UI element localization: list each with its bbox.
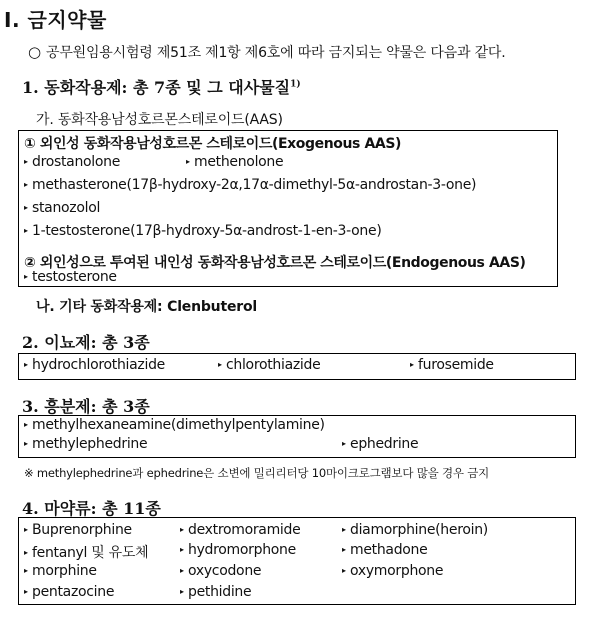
list-item: ▸ hydrochlorothiazide (24, 357, 165, 373)
bullet-triangle-icon: ▸ (24, 439, 28, 448)
list-item: ▸ methenolone (186, 154, 284, 170)
list-item: ▸ oxymorphone (342, 563, 444, 579)
bullet-triangle-icon: ▸ (24, 157, 28, 166)
list-item: ▸ furosemide (410, 357, 494, 373)
list-item: ▸ ephedrine (342, 436, 419, 452)
bullet-triangle-icon: ▸ (24, 566, 28, 575)
list-item: ▸ morphine (24, 563, 97, 579)
section-narcotics-title: 4. 마약류: 총 11종 (22, 499, 161, 518)
list-item: ▸ drostanolone (24, 154, 121, 170)
bullet-triangle-icon: ▸ (24, 272, 28, 281)
bullet-triangle-icon: ▸ (24, 420, 28, 429)
list-item: ▸ stanozolol (24, 200, 101, 216)
footnote-mark: 1) (290, 79, 301, 90)
bullet-triangle-icon: ▸ (24, 548, 28, 557)
bullet-triangle-icon: ▸ (342, 566, 346, 575)
stimulants-note: ※ methylephedrine과 ephedrine은 소변에 밀리리터당 10마이크로그램보다 많을 경우 금지 (24, 466, 490, 480)
section-anabolic-title (22, 75, 301, 98)
bullet-triangle-icon: ▸ (180, 545, 184, 554)
bullet-triangle-icon: ▸ (24, 203, 28, 212)
bullet-triangle-icon: ▸ (218, 360, 222, 369)
section-anabolic-title-text: 1. 동화작용제: 총 7종 및 그 대사물질 (22, 78, 291, 97)
bullet-triangle-icon: ▸ (180, 566, 184, 575)
page-heading: I. 금지약물 (4, 8, 107, 32)
bullet-triangle-icon: ▸ (24, 180, 28, 189)
exogenous-title: ① 외인성 동화작용남성호르몬 스테로이드(Exogenous AAS) (24, 136, 402, 152)
bullet-triangle-icon: ▸ (24, 525, 28, 534)
bullet-triangle-icon: ▸ (180, 525, 184, 534)
list-item: ▸ methylhexaneamine(dimethylpentylamine) (24, 417, 325, 433)
list-item: ▸ Buprenorphine (24, 522, 132, 538)
list-item: ▸ pethidine (180, 584, 252, 600)
list-item: ▸ 1-testosterone(17β-hydroxy-5α-androst-1-en-3-one) (24, 223, 382, 239)
bullet-triangle-icon: ▸ (24, 360, 28, 369)
endogenous-title: ② 외인성으로 투여된 내인성 동화작용남성호르몬 스테로이드(Endogenous AAS) (24, 255, 526, 271)
bullet-triangle-icon: ▸ (342, 525, 346, 534)
aas-subtitle: 가. 동화작용남성호르몬스테로이드(AAS) (36, 112, 283, 128)
list-item: ▸ methasterone(17β-hydroxy-2α,17α-dimethyl-5α-androstan-3-one) (24, 177, 477, 193)
list-item: ▸ methylephedrine (24, 436, 148, 452)
list-item: ▸ dextromoramide (180, 522, 301, 538)
bullet-triangle-icon: ▸ (342, 439, 346, 448)
bullet-triangle-icon: ▸ (24, 226, 28, 235)
circle-bullet-icon: ○ (28, 43, 42, 61)
bullet-triangle-icon: ▸ (186, 157, 190, 166)
bullet-triangle-icon: ▸ (180, 587, 184, 596)
list-item: ▸ testosterone (24, 269, 117, 285)
list-item: ▸ oxycodone (180, 563, 262, 579)
bullet-triangle-icon: ▸ (24, 587, 28, 596)
intro-text: 공무원임용시험령 제51조 제1항 제6호에 따라 금지되는 약물은 다음과 같다. (46, 45, 506, 61)
bullet-triangle-icon: ▸ (410, 360, 414, 369)
list-item: ▸ pentazocine (24, 584, 115, 600)
list-item: ▸ chlorothiazide (218, 357, 321, 373)
section-diuretics-title: 2. 이뇨제: 총 3종 (22, 333, 150, 352)
list-item: ▸ hydromorphone (180, 542, 296, 558)
list-item: ▸ methadone (342, 542, 428, 558)
section-stimulants-title: 3. 흥분제: 총 3종 (22, 397, 150, 416)
other-anabolic-title: 나. 기타 동화작용제: Clenbuterol (36, 299, 257, 315)
list-item: ▸ diamorphine(heroin) (342, 522, 488, 538)
bullet-triangle-icon: ▸ (342, 545, 346, 554)
list-item: ▸ fentanyl 및 유도체 (24, 545, 149, 561)
